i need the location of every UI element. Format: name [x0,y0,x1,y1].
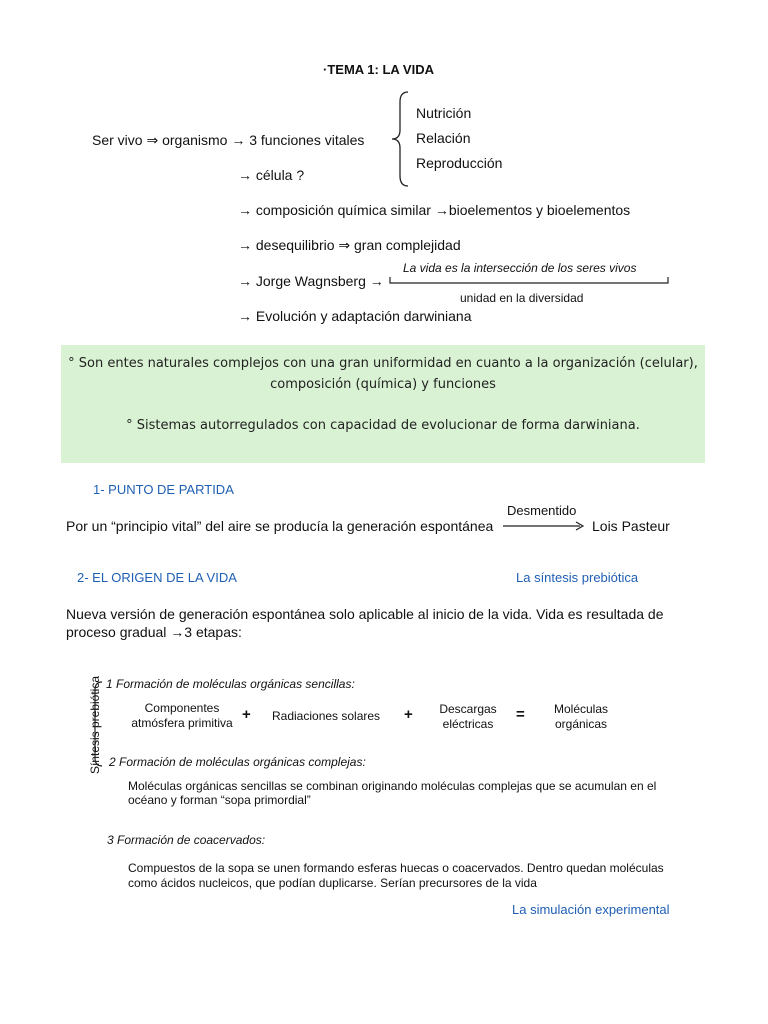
evolucion-line: → Evolución y adaptación darwiniana [238,308,472,324]
ser-vivo-line: Ser vivo ⇒ organismo → 3 funciones vitales [92,132,365,148]
page-title: ·TEMA 1: LA VIDA [323,62,434,77]
function-relacion: Relación [416,130,471,146]
definition-box [61,345,705,463]
plus-sign-1: + [242,706,251,723]
desequilibrio-line: → desequilibrio ⇒ gran complejidad [238,237,461,253]
functions-brace [388,90,412,188]
eq-componentes-1: Componentes [144,701,220,715]
composicion-line: → composición química similar →bioelementos y bioelementos [238,202,631,218]
celula-line: → célula ? [238,167,305,183]
definition-line-2: composición (química) y funciones [270,377,496,392]
section1-text: Por un “principio vital” del aire se producía la generación espontánea [66,518,494,534]
definition-line-3: ° Sistemas autorregulados con capacidad de evolucionar de forma darwiniana. [126,418,640,433]
section2-paragraph-1: Nueva versión de generación espontánea solo aplicable al inicio de la vida. Vida es resultada de [66,606,664,622]
eq-radiaciones: Radiaciones solares [272,709,381,723]
function-reproduccion: Reproducción [416,155,503,171]
section2-heading: 2- EL ORIGEN DE LA VIDA [77,570,237,585]
function-nutricion: Nutrición [416,105,472,121]
equals-sign: = [516,706,525,723]
section2-paragraph-2: proceso gradual →3 etapas: [66,624,242,640]
step3-text-1: Compuestos de la sopa se unen formando esferas huecas o coacervados. Dentro quedan moléculas [128,861,664,875]
plus-sign-2: + [404,706,413,723]
step2-text-2: océano y forman “sopa primordial” [128,793,311,807]
diagram-side-label: Síntesis prebiótica [88,675,102,775]
section1-heading: 1- PUNTO DE PARTIDA [93,482,234,497]
definition-line-1: ° Son entes naturales complejos con una gran uniformidad en cuanto a la organización (celular), [68,356,698,371]
desmentido-label: Desmentido [507,503,577,518]
pasteur-label: Lois Pasteur [592,518,670,534]
jorge-bracket [389,276,671,286]
simulacion-experimental-link[interactable]: La simulación experimental [512,902,670,917]
step2-text-1: Moléculas orgánicas sencillas se combinan originando moléculas complejas que se acumulan en el [128,779,657,793]
eq-componentes-2: atmósfera primitiva [131,716,233,730]
step1-title: 1 Formación de moléculas orgánicas sencillas: [106,677,355,691]
diagram-bracket [88,680,106,768]
step3-title: 3 Formación de coacervados: [107,833,266,847]
step3-text-2: como ácidos nucleicos, que podían duplicarse. Serían precursores de la vida [128,876,537,890]
step2-title: 2 Formación de moléculas orgánicas complejas: [109,755,366,769]
eq-moleculas-1: Moléculas [553,702,609,716]
desmentido-arrow-icon [502,520,586,532]
jorge-quote: La vida es la intersección de los seres vivos [403,261,637,275]
eq-descargas-2: eléctricas [442,717,494,731]
sintesis-prebiotica-link[interactable]: La síntesis prebiótica [516,570,639,585]
jorge-line: → Jorge Wagnsberg → [238,273,384,289]
eq-descargas-1: Descargas [439,702,497,716]
eq-moleculas-2: orgánicas [554,717,608,731]
jorge-subtext: unidad en la diversidad [460,291,584,305]
